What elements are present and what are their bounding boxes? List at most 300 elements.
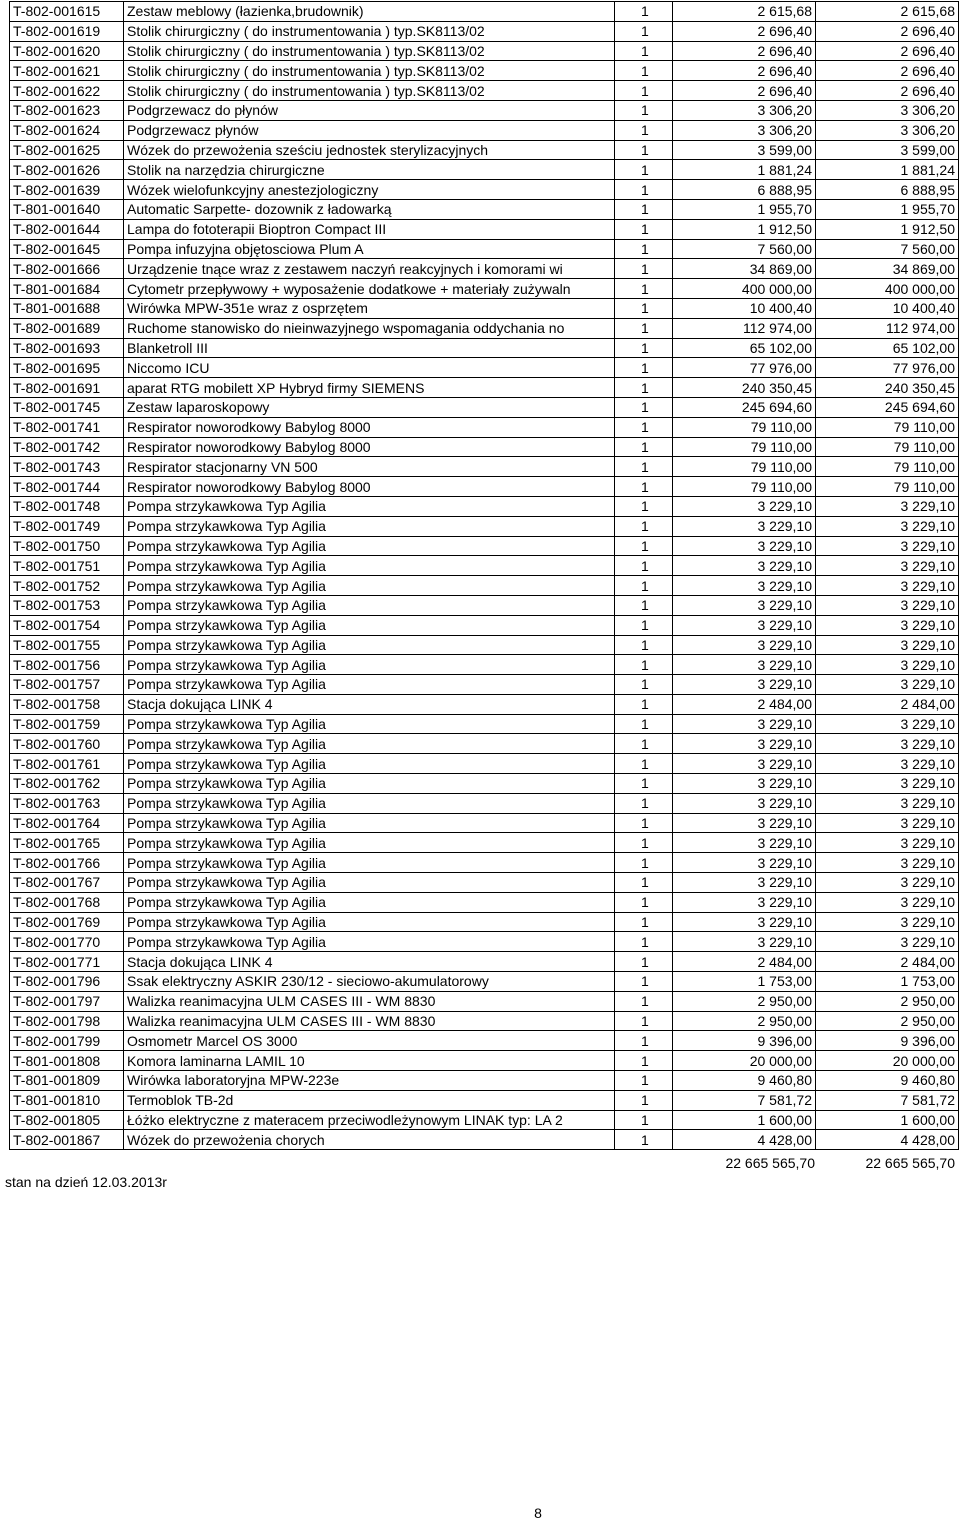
item-quantity: 1 (615, 397, 673, 417)
table-row (10, 655, 959, 675)
item-name: Pompa strzykawkowa Typ Agilia (124, 774, 615, 794)
item-code: T-802-001771 (10, 952, 124, 972)
item-price: 3 306,20 (673, 100, 816, 120)
item-value: 3 229,10 (816, 853, 959, 873)
item-price: 240 350,45 (673, 378, 816, 398)
item-code: T-801-001640 (10, 199, 124, 219)
item-price: 3 599,00 (673, 140, 816, 160)
table-row (10, 595, 959, 615)
item-name: Pompa strzykawkowa Typ Agilia (124, 615, 615, 635)
item-price: 2 484,00 (673, 694, 816, 714)
item-value: 3 229,10 (816, 892, 959, 912)
item-value: 3 229,10 (816, 536, 959, 556)
item-name: Pompa strzykawkowa Typ Agilia (124, 892, 615, 912)
item-price: 20 000,00 (673, 1051, 816, 1071)
item-price: 79 110,00 (673, 437, 816, 457)
table-row (10, 1031, 959, 1051)
item-price: 2 615,68 (673, 2, 816, 22)
item-code: T-802-001761 (10, 754, 124, 774)
item-value: 400 000,00 (816, 279, 959, 299)
item-price: 3 229,10 (673, 595, 816, 615)
item-value: 3 229,10 (816, 714, 959, 734)
item-quantity: 1 (615, 516, 673, 536)
item-name: Walizka reanimacyjna ULM CASES III - WM 8830 (124, 1011, 615, 1031)
table-row (10, 41, 959, 61)
item-value: 2 696,40 (816, 41, 959, 61)
table-row (10, 397, 959, 417)
item-name: Respirator noworodkowy Babylog 8000 (124, 477, 615, 497)
item-quantity: 1 (615, 199, 673, 219)
item-name: Stacja dokująca LINK 4 (124, 694, 615, 714)
item-code: T-802-001645 (10, 239, 124, 259)
item-name: Stolik chirurgiczny ( do instrumentowania ) typ.SK8113/02 (124, 41, 615, 61)
item-name: Pompa strzykawkowa Typ Agilia (124, 675, 615, 695)
item-name: Wózek wielofunkcyjny anestezjologiczny (124, 180, 615, 200)
item-quantity: 1 (615, 2, 673, 22)
item-code: T-801-001809 (10, 1071, 124, 1091)
item-price: 3 229,10 (673, 556, 816, 576)
item-name: Stolik chirurgiczny ( do instrumentowania ) typ.SK8113/02 (124, 81, 615, 101)
item-price: 7 560,00 (673, 239, 816, 259)
item-price: 1 753,00 (673, 972, 816, 992)
item-code: T-802-001750 (10, 536, 124, 556)
table-row (10, 694, 959, 714)
item-code: T-802-001644 (10, 219, 124, 239)
item-name: Wirówka laboratoryjna MPW-223e (124, 1071, 615, 1091)
item-value: 9 396,00 (816, 1031, 959, 1051)
item-value: 1 912,50 (816, 219, 959, 239)
item-price: 400 000,00 (673, 279, 816, 299)
table-row (10, 754, 959, 774)
item-quantity: 1 (615, 1130, 673, 1150)
item-value: 79 110,00 (816, 417, 959, 437)
item-quantity: 1 (615, 1071, 673, 1091)
item-value: 4 428,00 (816, 1130, 959, 1150)
item-price: 4 428,00 (673, 1130, 816, 1150)
table-row (10, 972, 959, 992)
item-name: Stolik chirurgiczny ( do instrumentowania ) typ.SK8113/02 (124, 21, 615, 41)
item-name: Ruchome stanowisko do nieinwazyjnego wspomagania oddychania no (124, 318, 615, 338)
item-name: Wirówka MPW-351e wraz z osprzętem (124, 298, 615, 318)
item-price: 3 229,10 (673, 833, 816, 853)
table-row (10, 833, 959, 853)
item-quantity: 1 (615, 239, 673, 259)
item-name: Ssak elektryczny ASKIR 230/12 - sieciowo-akumulatorowy (124, 972, 615, 992)
table-row (10, 892, 959, 912)
item-price: 3 229,10 (673, 793, 816, 813)
item-value: 79 110,00 (816, 457, 959, 477)
table-row (10, 853, 959, 873)
item-price: 3 229,10 (673, 714, 816, 734)
item-quantity: 1 (615, 1051, 673, 1071)
item-code: T-802-001625 (10, 140, 124, 160)
item-code: T-802-001752 (10, 576, 124, 596)
table-row (10, 873, 959, 893)
item-name: Osmometr Marcel OS 3000 (124, 1031, 615, 1051)
item-name: Pompa strzykawkowa Typ Agilia (124, 793, 615, 813)
item-quantity: 1 (615, 100, 673, 120)
item-value: 2 696,40 (816, 61, 959, 81)
item-code: T-802-001805 (10, 1110, 124, 1130)
item-code: T-802-001622 (10, 81, 124, 101)
table-row (10, 21, 959, 41)
item-code: T-802-001765 (10, 833, 124, 853)
table-row (10, 437, 959, 457)
table-row (10, 952, 959, 972)
table-row (10, 259, 959, 279)
table-row (10, 239, 959, 259)
item-code: T-802-001749 (10, 516, 124, 536)
item-quantity: 1 (615, 892, 673, 912)
table-row (10, 556, 959, 576)
item-price: 3 229,10 (673, 873, 816, 893)
item-price: 3 229,10 (673, 912, 816, 932)
table-row (10, 100, 959, 120)
table-row (10, 338, 959, 358)
item-price: 65 102,00 (673, 338, 816, 358)
item-name: Termoblok TB-2d (124, 1090, 615, 1110)
table-row (10, 615, 959, 635)
item-price: 2 950,00 (673, 1011, 816, 1031)
item-value: 3 306,20 (816, 100, 959, 120)
item-code: T-802-001754 (10, 615, 124, 635)
item-name: Respirator stacjonarny VN 500 (124, 457, 615, 477)
item-name: Podgrzewacz do płynów (124, 100, 615, 120)
item-price: 3 306,20 (673, 120, 816, 140)
item-value: 3 229,10 (816, 774, 959, 794)
item-price: 7 581,72 (673, 1090, 816, 1110)
item-code: T-802-001758 (10, 694, 124, 714)
item-quantity: 1 (615, 81, 673, 101)
table-row (10, 318, 959, 338)
item-price: 1 912,50 (673, 219, 816, 239)
item-quantity: 1 (615, 61, 673, 81)
item-price: 77 976,00 (673, 358, 816, 378)
item-value: 1 881,24 (816, 160, 959, 180)
item-quantity: 1 (615, 140, 673, 160)
item-value: 3 229,10 (816, 635, 959, 655)
table-row (10, 378, 959, 398)
item-quantity: 1 (615, 576, 673, 596)
table-row (10, 1071, 959, 1091)
item-code: T-802-001769 (10, 912, 124, 932)
item-code: T-802-001626 (10, 160, 124, 180)
table-row (10, 81, 959, 101)
item-name: Stacja dokująca LINK 4 (124, 952, 615, 972)
item-name: Podgrzewacz płynów (124, 120, 615, 140)
item-value: 240 350,45 (816, 378, 959, 398)
totals-row (0, 1155, 960, 1175)
item-code: T-802-001755 (10, 635, 124, 655)
table-row (10, 1130, 959, 1150)
item-price: 3 229,10 (673, 734, 816, 754)
item-code: T-802-001757 (10, 675, 124, 695)
item-name: Łóżko elektryczne z materacem przeciwodleżynowym LINAK typ: LA 2 (124, 1110, 615, 1130)
item-code: T-802-001743 (10, 457, 124, 477)
item-value: 1 753,00 (816, 972, 959, 992)
item-code: T-802-001666 (10, 259, 124, 279)
table-row (10, 2, 959, 22)
item-quantity: 1 (615, 457, 673, 477)
item-price: 2 696,40 (673, 41, 816, 61)
table-row (10, 516, 959, 536)
item-value: 20 000,00 (816, 1051, 959, 1071)
item-quantity: 1 (615, 417, 673, 437)
item-quantity: 1 (615, 694, 673, 714)
item-price: 1 881,24 (673, 160, 816, 180)
item-quantity: 1 (615, 675, 673, 695)
item-price: 3 229,10 (673, 813, 816, 833)
item-quantity: 1 (615, 813, 673, 833)
item-code: T-801-001684 (10, 279, 124, 299)
item-value: 77 976,00 (816, 358, 959, 378)
item-price: 3 229,10 (673, 892, 816, 912)
item-quantity: 1 (615, 774, 673, 794)
item-price: 3 229,10 (673, 635, 816, 655)
item-name: Zestaw laparoskopowy (124, 397, 615, 417)
table-row (10, 180, 959, 200)
item-quantity: 1 (615, 873, 673, 893)
table-row (10, 932, 959, 952)
item-quantity: 1 (615, 991, 673, 1011)
item-quantity: 1 (615, 160, 673, 180)
item-code: T-802-001756 (10, 655, 124, 675)
item-quantity: 1 (615, 536, 673, 556)
item-quantity: 1 (615, 635, 673, 655)
item-quantity: 1 (615, 595, 673, 615)
item-value: 1 955,70 (816, 199, 959, 219)
inventory-table-body (10, 2, 959, 1150)
item-value: 2 484,00 (816, 694, 959, 714)
item-name: Respirator noworodkowy Babylog 8000 (124, 417, 615, 437)
total-value: 22 665 565,70 (865, 1155, 955, 1171)
item-name: Blanketroll III (124, 338, 615, 358)
item-price: 3 229,10 (673, 853, 816, 873)
item-code: T-802-001762 (10, 774, 124, 794)
item-code: T-802-001742 (10, 437, 124, 457)
item-code: T-802-001867 (10, 1130, 124, 1150)
item-code: T-802-001624 (10, 120, 124, 140)
item-value: 245 694,60 (816, 397, 959, 417)
item-value: 3 229,10 (816, 516, 959, 536)
item-price: 10 400,40 (673, 298, 816, 318)
item-value: 65 102,00 (816, 338, 959, 358)
item-value: 2 696,40 (816, 81, 959, 101)
table-row (10, 912, 959, 932)
item-code: T-802-001691 (10, 378, 124, 398)
item-name: Pompa strzykawkowa Typ Agilia (124, 734, 615, 754)
table-row (10, 417, 959, 437)
item-quantity: 1 (615, 378, 673, 398)
table-row (10, 496, 959, 516)
item-name: Pompa strzykawkowa Typ Agilia (124, 754, 615, 774)
table-row (10, 734, 959, 754)
item-value: 34 869,00 (816, 259, 959, 279)
item-name: Cytometr przepływowy + wyposażenie dodatkowe + materiały zużywaln (124, 279, 615, 299)
item-price: 2 696,40 (673, 61, 816, 81)
item-code: T-802-001751 (10, 556, 124, 576)
item-value: 3 229,10 (816, 615, 959, 635)
table-row (10, 279, 959, 299)
item-value: 3 229,10 (816, 655, 959, 675)
item-value: 3 229,10 (816, 873, 959, 893)
item-value: 3 229,10 (816, 595, 959, 615)
table-row (10, 813, 959, 833)
item-quantity: 1 (615, 1110, 673, 1130)
item-value: 3 229,10 (816, 556, 959, 576)
item-code: T-802-001745 (10, 397, 124, 417)
item-quantity: 1 (615, 1011, 673, 1031)
item-value: 112 974,00 (816, 318, 959, 338)
item-price: 112 974,00 (673, 318, 816, 338)
item-name: Pompa strzykawkowa Typ Agilia (124, 556, 615, 576)
item-code: T-802-001753 (10, 595, 124, 615)
item-name: Komora laminarna LAMIL 10 (124, 1051, 615, 1071)
item-quantity: 1 (615, 298, 673, 318)
item-name: Pompa strzykawkowa Typ Agilia (124, 873, 615, 893)
item-value: 3 229,10 (816, 496, 959, 516)
item-name: Pompa strzykawkowa Typ Agilia (124, 912, 615, 932)
total-price: 22 665 565,70 (725, 1155, 815, 1171)
item-value: 3 229,10 (816, 833, 959, 853)
item-price: 34 869,00 (673, 259, 816, 279)
item-price: 3 229,10 (673, 576, 816, 596)
item-quantity: 1 (615, 41, 673, 61)
table-row (10, 1110, 959, 1130)
item-name: Pompa strzykawkowa Typ Agilia (124, 635, 615, 655)
item-name: Wózek do przewożenia sześciu jednostek sterylizacyjnych (124, 140, 615, 160)
table-row (10, 675, 959, 695)
item-price: 3 229,10 (673, 932, 816, 952)
item-code: T-802-001620 (10, 41, 124, 61)
item-code: T-802-001767 (10, 873, 124, 893)
item-price: 3 229,10 (673, 774, 816, 794)
item-quantity: 1 (615, 952, 673, 972)
item-code: T-802-001797 (10, 991, 124, 1011)
item-name: Urządzenie tnące wraz z zestawem naczyń reakcyjnych i komorami wi (124, 259, 615, 279)
item-value: 9 460,80 (816, 1071, 959, 1091)
item-name: Pompa strzykawkowa Typ Agilia (124, 516, 615, 536)
item-quantity: 1 (615, 180, 673, 200)
table-row (10, 714, 959, 734)
item-price: 3 229,10 (673, 655, 816, 675)
item-value: 6 888,95 (816, 180, 959, 200)
item-value: 3 229,10 (816, 912, 959, 932)
item-value: 7 560,00 (816, 239, 959, 259)
item-quantity: 1 (615, 932, 673, 952)
table-row (10, 219, 959, 239)
item-name: Pompa strzykawkowa Typ Agilia (124, 595, 615, 615)
item-name: Zestaw meblowy (łazienka,brudownik) (124, 2, 615, 22)
item-price: 1 955,70 (673, 199, 816, 219)
item-price: 3 229,10 (673, 496, 816, 516)
item-price: 245 694,60 (673, 397, 816, 417)
item-code: T-802-001763 (10, 793, 124, 813)
table-row (10, 635, 959, 655)
item-quantity: 1 (615, 338, 673, 358)
item-value: 10 400,40 (816, 298, 959, 318)
item-quantity: 1 (615, 754, 673, 774)
item-value: 3 599,00 (816, 140, 959, 160)
item-value: 3 229,10 (816, 813, 959, 833)
item-price: 9 460,80 (673, 1071, 816, 1091)
item-value: 7 581,72 (816, 1090, 959, 1110)
item-quantity: 1 (615, 615, 673, 635)
item-code: T-802-001619 (10, 21, 124, 41)
table-row (10, 140, 959, 160)
item-value: 2 950,00 (816, 1011, 959, 1031)
table-row (10, 774, 959, 794)
item-name: Pompa strzykawkowa Typ Agilia (124, 932, 615, 952)
item-code: T-802-001766 (10, 853, 124, 873)
item-price: 2 696,40 (673, 81, 816, 101)
item-quantity: 1 (615, 437, 673, 457)
item-quantity: 1 (615, 358, 673, 378)
item-quantity: 1 (615, 120, 673, 140)
item-name: aparat RTG mobilett XP Hybryd firmy SIEMENS (124, 378, 615, 398)
item-quantity: 1 (615, 734, 673, 754)
table-row (10, 793, 959, 813)
item-name: Wózek do przewożenia chorych (124, 1130, 615, 1150)
item-name: Pompa strzykawkowa Typ Agilia (124, 496, 615, 516)
item-name: Pompa strzykawkowa Typ Agilia (124, 833, 615, 853)
table-row (10, 61, 959, 81)
item-quantity: 1 (615, 219, 673, 239)
item-code: T-802-001760 (10, 734, 124, 754)
item-name: Pompa strzykawkowa Typ Agilia (124, 853, 615, 873)
table-row (10, 991, 959, 1011)
item-quantity: 1 (615, 793, 673, 813)
table-row (10, 1090, 959, 1110)
item-name: Pompa strzykawkowa Typ Agilia (124, 576, 615, 596)
inventory-table (9, 1, 959, 1150)
date-note: stan na dzień 12.03.2013r (5, 1174, 167, 1190)
item-value: 3 229,10 (816, 932, 959, 952)
item-quantity: 1 (615, 1031, 673, 1051)
item-name: Respirator noworodkowy Babylog 8000 (124, 437, 615, 457)
item-code: T-802-001748 (10, 496, 124, 516)
item-name: Walizka reanimacyjna ULM CASES III - WM 8830 (124, 991, 615, 1011)
item-value: 79 110,00 (816, 477, 959, 497)
item-quantity: 1 (615, 655, 673, 675)
item-code: T-802-001770 (10, 932, 124, 952)
item-value: 3 306,20 (816, 120, 959, 140)
item-quantity: 1 (615, 556, 673, 576)
item-value: 79 110,00 (816, 437, 959, 457)
item-name: Pompa strzykawkowa Typ Agilia (124, 714, 615, 734)
item-quantity: 1 (615, 1090, 673, 1110)
item-code: T-802-001741 (10, 417, 124, 437)
item-value: 3 229,10 (816, 576, 959, 596)
item-price: 2 950,00 (673, 991, 816, 1011)
item-price: 3 229,10 (673, 516, 816, 536)
table-row (10, 477, 959, 497)
item-code: T-802-001798 (10, 1011, 124, 1031)
table-row (10, 457, 959, 477)
item-name: Stolik na narzędzia chirurgiczne (124, 160, 615, 180)
item-name: Pompa strzykawkowa Typ Agilia (124, 655, 615, 675)
item-price: 3 229,10 (673, 675, 816, 695)
page-number: 8 (534, 1505, 542, 1521)
item-quantity: 1 (615, 496, 673, 516)
item-value: 1 600,00 (816, 1110, 959, 1130)
item-value: 2 484,00 (816, 952, 959, 972)
item-value: 3 229,10 (816, 734, 959, 754)
item-price: 3 229,10 (673, 754, 816, 774)
item-code: T-801-001808 (10, 1051, 124, 1071)
item-code: T-802-001689 (10, 318, 124, 338)
item-quantity: 1 (615, 477, 673, 497)
